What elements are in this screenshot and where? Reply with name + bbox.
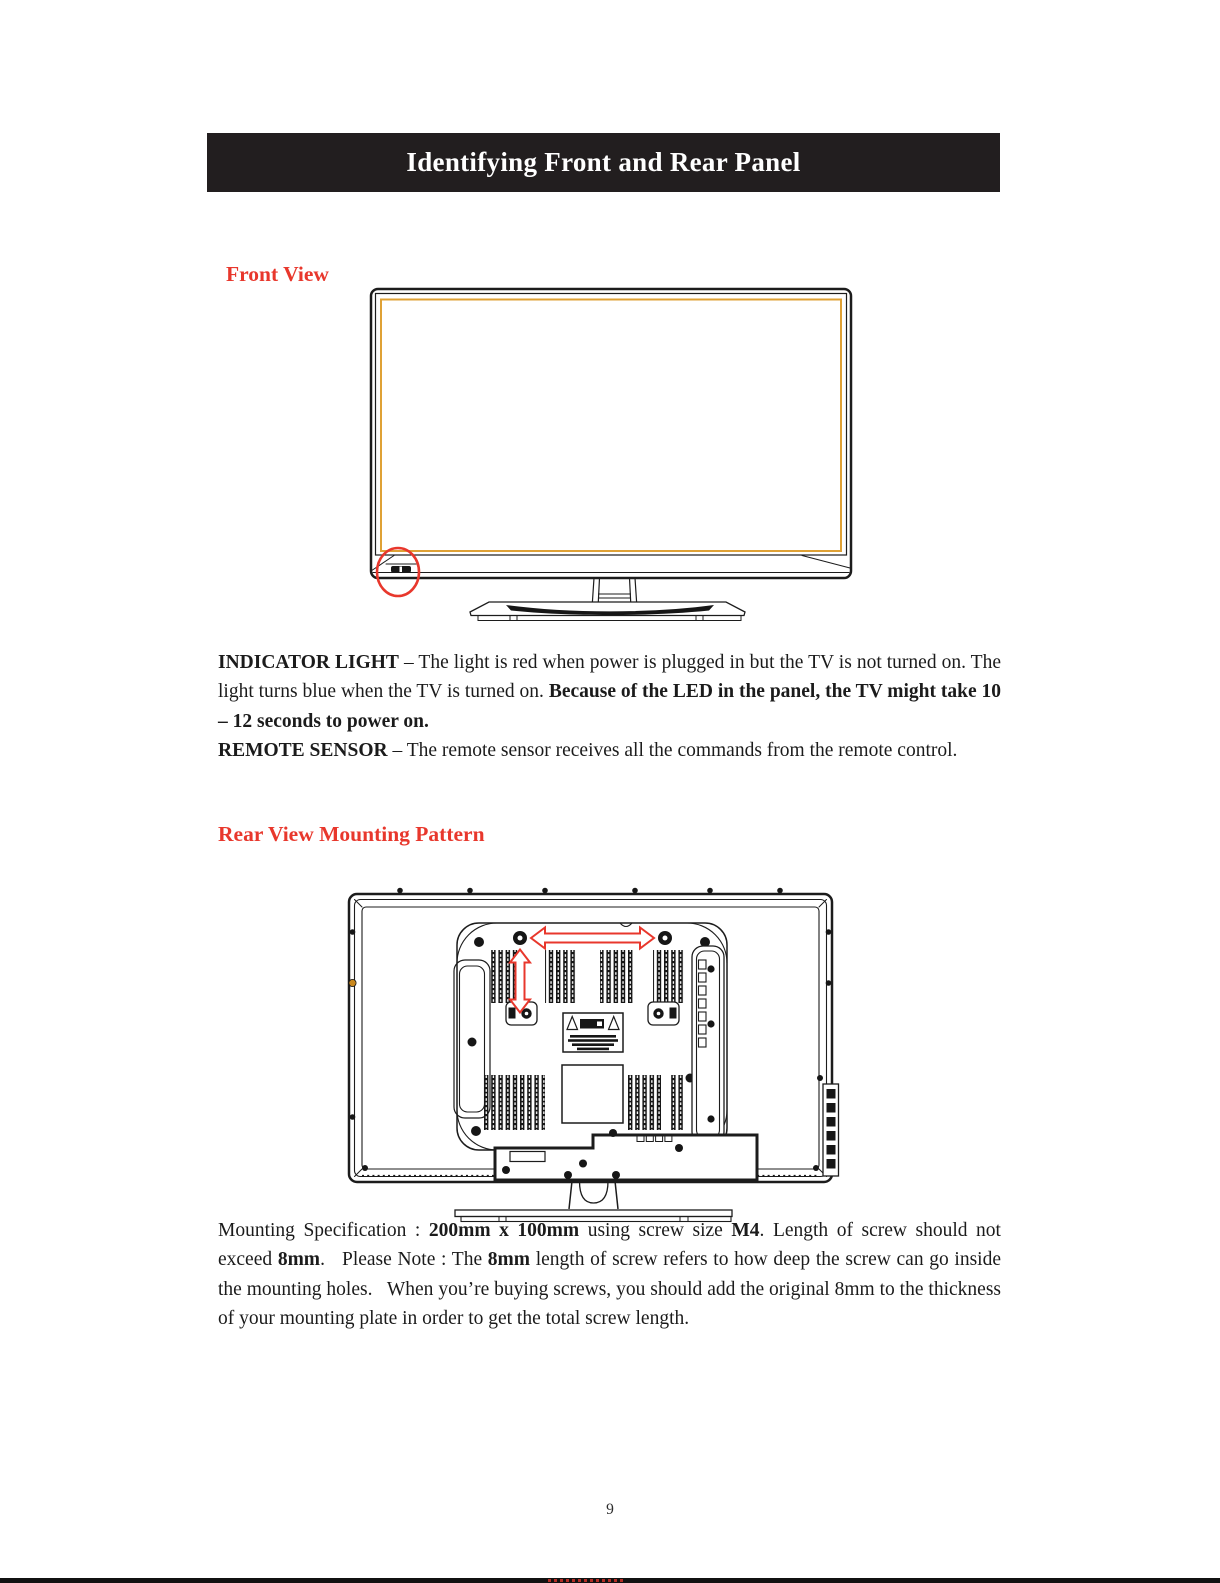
remote-sensor-paragraph: REMOTE SENSOR – The remote sensor receives all the commands from the remote control. [218,739,958,761]
page-title-bar [207,133,1000,192]
indicator-light-icon [386,564,416,573]
next-page-red-mark [548,1579,623,1582]
vesa-hole-top-right [658,931,672,945]
rear-stand-neck [569,1181,618,1209]
tv-front-frame [371,289,851,578]
front-view-description [218,648,1001,765]
page-title: Identifying Front and Rear Panel [406,147,801,177]
indicator-light-paragraph: INDICATOR LIGHT – The light is red when power is plugged in but the TV is not turned on. The light turns blue when the TV is turned on. Because of the LED in the panel, the TV might take 10 – 12 seconds to power on. [218,652,1002,732]
rear-access-panel [562,1065,623,1123]
page-number: 9 [606,1501,614,1518]
tv-front-view-diagram [358,280,858,628]
warning-label [563,1013,623,1052]
bottom-input-panel [495,1129,757,1180]
tv-rear-view-diagram [340,872,840,1227]
rear-view-heading: Rear View Mounting Pattern [218,822,485,846]
screen-orange-border [381,300,841,552]
front-view-heading: Front View [226,262,329,286]
side-connector-strip [817,1075,839,1176]
mounting-spec-paragraph: Mounting Specification : 200mm x 100mm using screw size M4. Length of screw should not exceed 8mm. Please Note : The 8mm length of screw refers to how deep the screw can go inside the mounting holes. When you’re buying screws, you should add the original 8mm to the thickness of your mounting plate in order to get the total screw length. [218,1220,1002,1329]
gold-screw [349,979,356,986]
rear-connector-panel [692,946,724,1143]
vesa-hole-top-left [513,931,527,945]
mounting-spec-description [218,1216,1001,1333]
vesa-hole-bottom-right [648,1002,679,1025]
stand-base [470,602,745,621]
mounting-width-arrow-200mm [531,928,654,949]
